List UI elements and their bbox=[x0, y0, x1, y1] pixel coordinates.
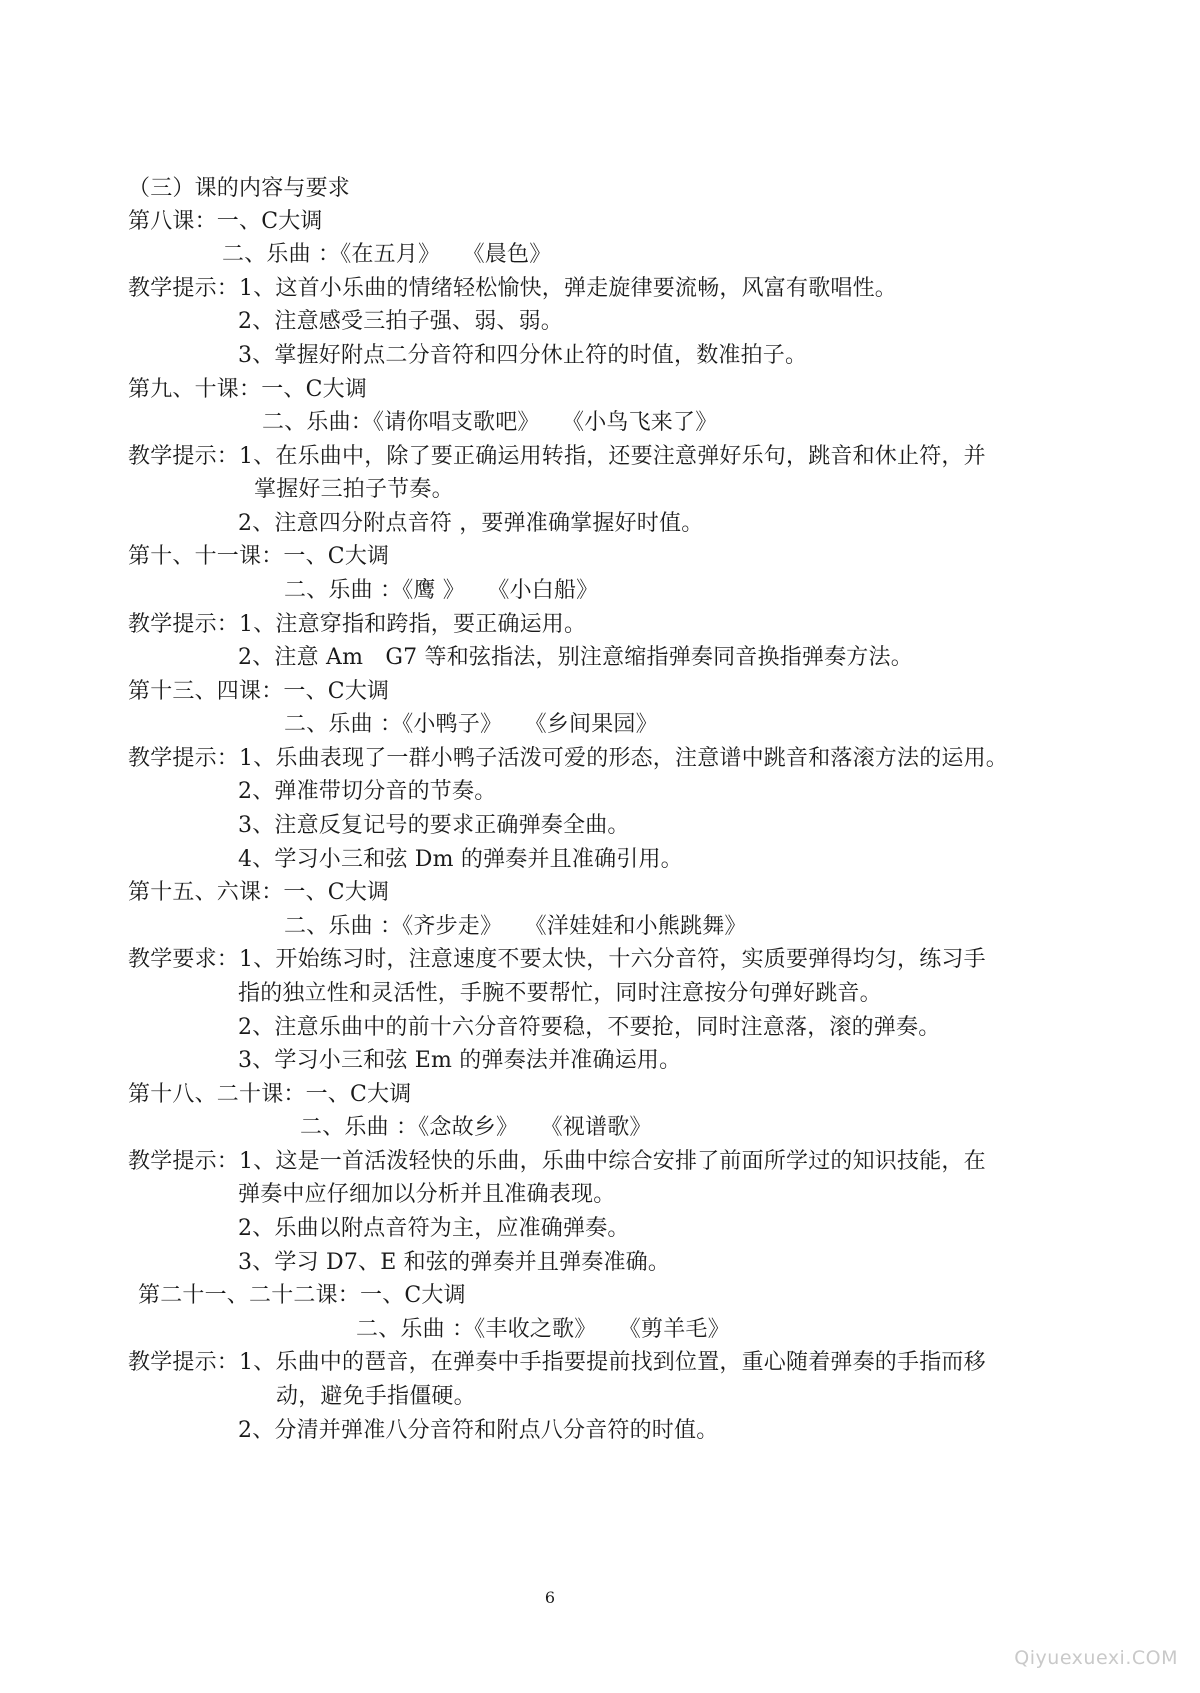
teaching-tip: 教学提示：1、这是一首活泼轻快的乐曲，乐曲中综合安排了前面所学过的知识技能，在 bbox=[128, 1149, 986, 1174]
page-number: 6 bbox=[544, 1588, 556, 1607]
teaching-tip: 4、学习小三和弦 Dm 的弹奏并且准确引用。 bbox=[238, 847, 683, 872]
teaching-tip: 2、注意感受三拍子强、弱、弱。 bbox=[238, 309, 563, 334]
teaching-tip-continued: 动，避免手指僵硬。 bbox=[276, 1384, 476, 1409]
teaching-tip: 2、注意 Am G7 等和弦指法，别注意缩指弹奏同音换指弹奏方法。 bbox=[238, 645, 913, 670]
lesson-heading: 第九、十课：一、C大调 bbox=[128, 377, 368, 402]
teaching-tip: 教学提示：1、在乐曲中，除了要正确运用转指，还要注意弹好乐句，跳音和休止符，并 bbox=[128, 444, 986, 469]
teaching-tip: 2、注意四分附点音符 ，要弹准确掌握好时值。 bbox=[238, 511, 704, 536]
teaching-tip-continued: 弹奏中应仔细加以分析并且准确表现。 bbox=[238, 1182, 616, 1207]
teaching-requirement: 2、注意乐曲中的前十六分音符要稳，不要抢，同时注意落，滚的弹奏。 bbox=[238, 1015, 941, 1040]
pieces-line: 二、乐曲 ：《在五月》 《晨色》 bbox=[222, 242, 552, 267]
lesson-heading: 第十三、四课：一、C大调 bbox=[128, 679, 390, 704]
teaching-tip: 3、学习 D7、E 和弦的弹奏并且弹奏准确。 bbox=[238, 1250, 671, 1275]
pieces-line: 二、乐曲 ：《念故乡》 《视谱歌》 bbox=[300, 1115, 652, 1140]
pieces-line: 二、乐曲 ：《鹰 》 《小白船》 bbox=[284, 578, 599, 603]
teaching-tip: 2、乐曲以附点音符为主，应准确弹奏。 bbox=[238, 1216, 630, 1241]
pieces-line: 二、乐曲 ：《丰收之歌》 《剪羊毛》 bbox=[356, 1317, 730, 1342]
teaching-requirement: 3、学习小三和弦 Em 的弹奏法并准确运用。 bbox=[238, 1048, 682, 1073]
pieces-line: 二、乐曲：《请你唱支歌吧》 《小鸟飞来了》 bbox=[262, 410, 718, 435]
lesson-heading: 第十、十一课：一、C大调 bbox=[128, 544, 390, 569]
lesson-heading: 第八课：一、C大调 bbox=[128, 209, 323, 234]
pieces-line: 二、乐曲 ：《齐步走》 《洋娃娃和小熊跳舞》 bbox=[284, 914, 747, 939]
teaching-tip: 教学提示：1、这首小乐曲的情绪轻松愉快，弹走旋律要流畅，风富有歌唱性。 bbox=[128, 276, 897, 301]
lesson-heading: 第二十一、二十二课：一、C大调 bbox=[138, 1283, 466, 1308]
section-heading: （三）课的内容与要求 bbox=[128, 176, 351, 201]
lesson-heading: 第十五、六课：一、C大调 bbox=[128, 880, 390, 905]
pieces-line: 二、乐曲 ：《小鸭子》 《乡间果园》 bbox=[284, 712, 658, 737]
teaching-tip-continued: 掌握好三拍子节奏。 bbox=[254, 477, 454, 502]
teaching-tip: 2、弹准带切分音的节奏。 bbox=[238, 779, 497, 804]
teaching-tip: 教学提示：1、乐曲中的琶音，在弹奏中手指要提前找到位置，重心随着弹奏的手指而移 bbox=[128, 1350, 986, 1375]
teaching-requirement-continued: 指的独立性和灵活性，手腕不要帮忙，同时注意按分句弹好跳音。 bbox=[238, 981, 882, 1006]
teaching-tip: 2、分清并弹准八分音符和附点八分音符的时值。 bbox=[238, 1418, 719, 1443]
teaching-requirement: 教学要求：1、开始练习时，注意速度不要太快，十六分音符，实质要弹得均匀，练习手 bbox=[128, 947, 986, 972]
teaching-tip: 教学提示：1、注意穿指和跨指，要正确运用。 bbox=[128, 612, 587, 637]
teaching-tip: 3、掌握好附点二分音符和四分休止符的时值，数准拍子。 bbox=[238, 343, 808, 368]
watermark: Qiyuexuexi.COM bbox=[1014, 1647, 1178, 1669]
teaching-tip: 3、注意反复记号的要求正确弹奏全曲。 bbox=[238, 813, 630, 838]
lesson-heading: 第十八、二十课：一、C大调 bbox=[128, 1082, 412, 1107]
teaching-tip: 教学提示：1、乐曲表现了一群小鸭子活泼可爱的形态，注意谱中跳音和落滚方法的运用。 bbox=[128, 746, 1008, 771]
